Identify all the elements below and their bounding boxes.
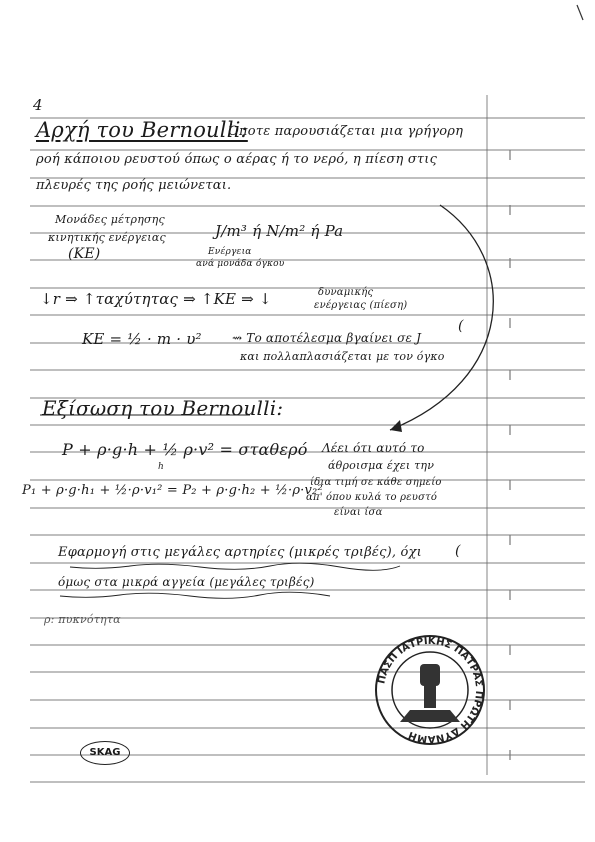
skag-badge: SKAG — [80, 741, 130, 765]
fist-icon — [400, 664, 460, 722]
units-label-2: κινητικής ενέργειας — [48, 231, 166, 244]
ke-formula: KE = ½ · m · υ² — [82, 330, 202, 348]
application-line-1: Εφαρμογή στις μεγάλες αρτηρίες (μικρές τριβές), όχι — [58, 545, 422, 560]
heading-line-2: ροή κάποιου ρευστού όπως ο αέρας ή το νερό, η πίεση στις — [36, 152, 438, 167]
side-note-line-4: απ' όπου κυλά το ρευστό — [306, 492, 438, 503]
side-note-line-3: ίδια τιμή σε κάθε σημείο — [310, 477, 442, 488]
units-note-2: ανά μονάδα όγκου — [196, 259, 285, 269]
side-note-line-2: άθροισμα έχει την — [328, 459, 435, 472]
ke-note-1: ⇝ Το αποτέλεσμα βγαίνει σε J — [232, 331, 422, 345]
units-label-3: (KE) — [68, 246, 101, 262]
stray-mark-2: ( — [455, 543, 461, 559]
density-note: ρ: πυκνότητα — [44, 613, 121, 626]
application-line-2: όμως στα μικρά αγγεία (μεγάλες τριβές) — [58, 575, 315, 589]
side-note-line-5: είναι ίσα — [334, 507, 383, 518]
heading-line-3: πλευρές της ροής μειώνεται. — [36, 178, 232, 193]
units-values: J/m³ ή N/m² ή Pa — [215, 222, 344, 240]
equation-1: P + ρ·g·h + ½ ρ·v² = σταθερό — [62, 440, 308, 459]
units-note-1: Ενέργεια — [208, 247, 252, 257]
equation-2: P₁ + ρ·g·h₁ + ½·ρ·v₁² = P₂ + ρ·g·h₂ + ½·ρ·v₂² — [22, 483, 323, 498]
stamp-seal — [370, 630, 490, 750]
side-note-line-1: Λέει ότι αυτό το — [322, 441, 425, 455]
relation-note-2: ενέργειας (πίεση) — [314, 300, 408, 311]
stamp-text: ΠΑΣΠ ΙΑΤΡΙΚΗΣ ΠΑΤΡΑΣ ΠΡΩΤΗ ΔΥΝΑΜΗ — [376, 635, 485, 745]
stray-mark: ( — [458, 318, 464, 334]
equation-1-mark: h — [158, 462, 164, 472]
units-label-1: Μονάδες μέτρησης — [55, 213, 165, 226]
relation-text: ↓r ⇒ ↑ταχύτητας ⇒ ↑KE ⇒ ↓ — [40, 290, 272, 308]
equation-title: Εξίσωση του Bernoulli: — [42, 396, 284, 420]
page-number: 4 — [33, 96, 43, 114]
ke-note-2: και πολλαπλασιάζεται με τον όγκο — [240, 350, 445, 363]
heading-line-1: Όποτε παρουσιάζεται μια γρήγορη — [228, 124, 464, 139]
heading-title: Αρχή του Bernoulli: — [36, 118, 248, 142]
relation-note-1: δυναμικής — [318, 287, 374, 298]
